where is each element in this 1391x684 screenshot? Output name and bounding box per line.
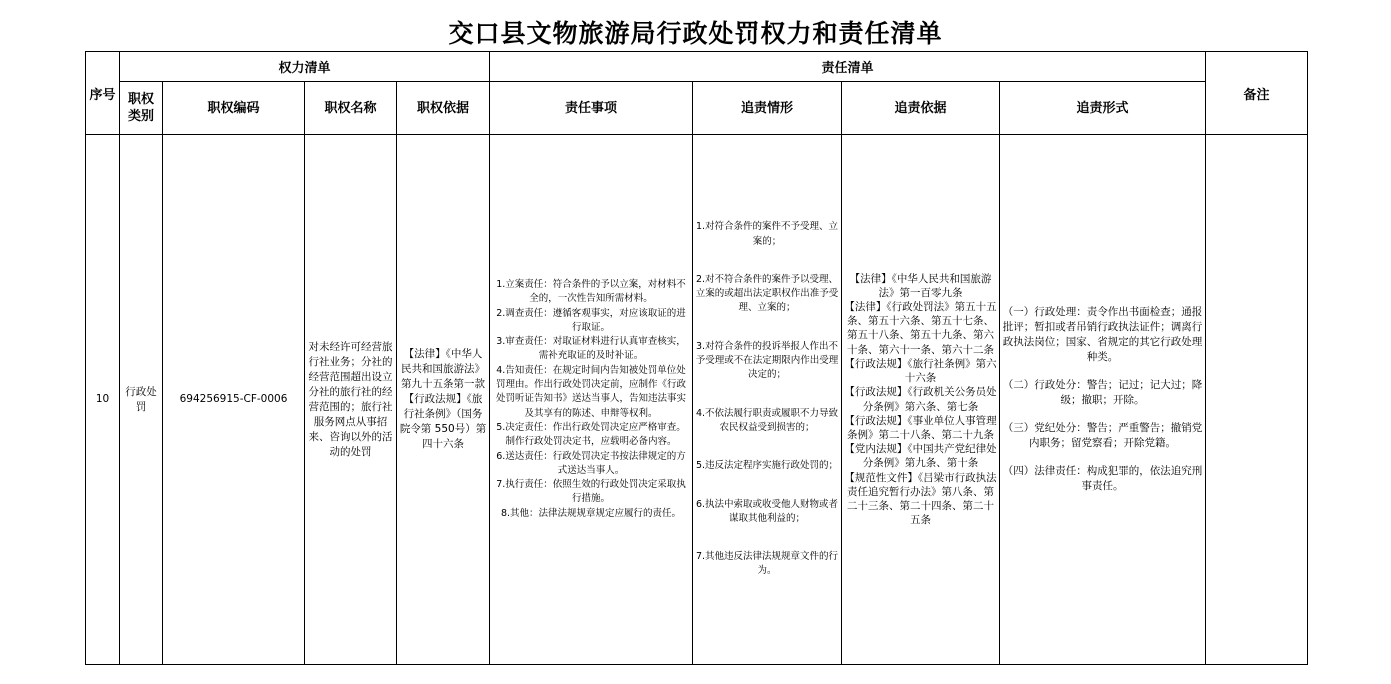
accountability-case: 2.对不符合条件的案件予以受理、立案的或超出法定职权作出准予受理、立案的； (695, 273, 839, 314)
responsibility-item: 8.其他：法律法规规章规定应履行的责任。 (500, 507, 682, 519)
header-accountability-cases: 追责情形 (693, 82, 842, 135)
header-accountability-forms: 追责形式 (1000, 82, 1206, 135)
accountability-case: 3.对符合条件的投诉举报人作出不予受理或不在法定期限内作出受理决定的； (695, 340, 839, 381)
cell-power-name: 对未经许可经营旅行社业务；分社的经营范围超出设立分社的旅行社的经营范围的；旅行社服务网点从事招来、咨询以外的活动的处罚 (305, 135, 397, 665)
table-row (86, 135, 1308, 665)
accountability-case: 6.执法中索取或收受他人财物或者谋取其他利益的； (695, 498, 839, 524)
responsibility-item: 4.告知责任：在规定时间内告知被处罚单位处罚理由。作出行政处罚决定前，应制作《行政处罚听证告知书》送达当事人，告知违法事实及其享有的陈述、申辩等权利。 (496, 364, 687, 419)
power-responsibility-table (85, 51, 1308, 665)
header-responsibility-group: 责任清单 (490, 52, 1206, 82)
cell-power-basis: 【法律】《中华人民共和国旅游法》第九十五条第一款 【行政法规】《旅行社条例》（国务院令第 550号）第四十六条 (397, 135, 490, 665)
cell-remarks (1206, 135, 1308, 665)
responsibility-item: 7.执行责任：依照生效的行政处罚决定采取执行措施。 (496, 479, 686, 505)
accountability-form: （四）法律责任：构成犯罪的，依法追究刑事责任。 (1002, 465, 1203, 492)
responsibility-item: 1.立案责任：符合条件的予以立案，对材料不全的，一次性告知所需材料。 (496, 278, 686, 305)
accountability-basis-item: 【法律】《中华人民共和国旅游法》第一百零九条 (849, 272, 992, 299)
accountability-basis-item: 【规范性文件】《吕梁市行政执法责任追究暂行办法》第八条、第二十三条、第二十四条、第二十五条 (844, 471, 997, 527)
accountability-form: （二）行政处分：警告；记过；记大过；降级；撤职；开除。 (1002, 379, 1203, 406)
header-remarks: 备注 (1206, 52, 1308, 135)
cell-category: 行政处罚 (120, 135, 163, 665)
header-responsibility-items: 责任事项 (490, 82, 693, 135)
header-accountability-basis: 追责依据 (842, 82, 1000, 135)
page-title: 交口县文物旅游局行政处罚权力和责任清单 (448, 19, 943, 48)
accountability-basis-item: 【行政法规】《旅行社条例》第六十六条 (844, 357, 997, 385)
accountability-basis-item: 【法律】《行政处罚法》第五十五条、第五十六条、第五十七条、第五十八条、第五十九条、第六十条、第六十一条、第六十二条 (844, 301, 997, 356)
cell-code: 694256915-CF-0006 (163, 135, 305, 665)
responsibility-item: 5.决定责任：作出行政处罚决定应严格审查。制作行政处罚决定书，应载明必备内容。 (496, 421, 686, 448)
accountability-basis-item: 【行政法规】《事业单位人事管理条例》第二十八条、第二十九条 (844, 414, 997, 441)
responsibility-item: 3.审查责任：对取证材料进行认真审查核实，需补充取证的及时补证。 (496, 336, 686, 362)
header-category: 职权 类别 (120, 82, 163, 135)
cell-accountability-forms (1000, 135, 1206, 665)
cell-responsibility-items (490, 135, 693, 665)
accountability-case: 4.不依法履行职责或履职不力导致农民权益受到损害的； (695, 407, 839, 433)
accountability-case: 5.违反法定程序实施行政处罚的； (695, 460, 839, 472)
accountability-form: （一）行政处理：责令作出书面检查；通报批评；暂扣或者吊销行政执法证件；调离行政执法岗位；国家、省规定的其它行政处理种类。 (1002, 306, 1203, 363)
accountability-basis-item: 【行政法规】《行政机关公务员处分条例》第六条、第七条 (844, 386, 997, 413)
responsibility-item: 2.调查责任：遵循客观事实，对应该取证的进行取证。 (496, 307, 686, 333)
accountability-case: 7.其他违反法律法规规章文件的行为。 (695, 551, 839, 577)
cell-seq: 10 (86, 135, 120, 665)
header-power-group: 权力清单 (120, 52, 490, 82)
header-name: 职权名称 (305, 82, 397, 135)
header-basis: 职权依据 (397, 82, 490, 135)
accountability-basis-item: 【党内法规】《中国共产党纪律处分条例》第九条、第十条 (844, 443, 997, 470)
cell-accountability-cases (693, 135, 842, 665)
accountability-case: 1.对符合条件的案件不予受理、立案的； (695, 221, 839, 247)
header-code: 职权编码 (163, 82, 305, 135)
accountability-form: （三）党纪处分：警告；严重警告；撤销党内职务；留党察看；开除党籍。 (1002, 422, 1203, 449)
responsibility-item: 6.送达责任：行政处罚决定书按法律规定的方式送达当事人。 (496, 450, 686, 476)
header-seq: 序号 (86, 52, 120, 135)
cell-accountability-basis (842, 135, 1000, 665)
